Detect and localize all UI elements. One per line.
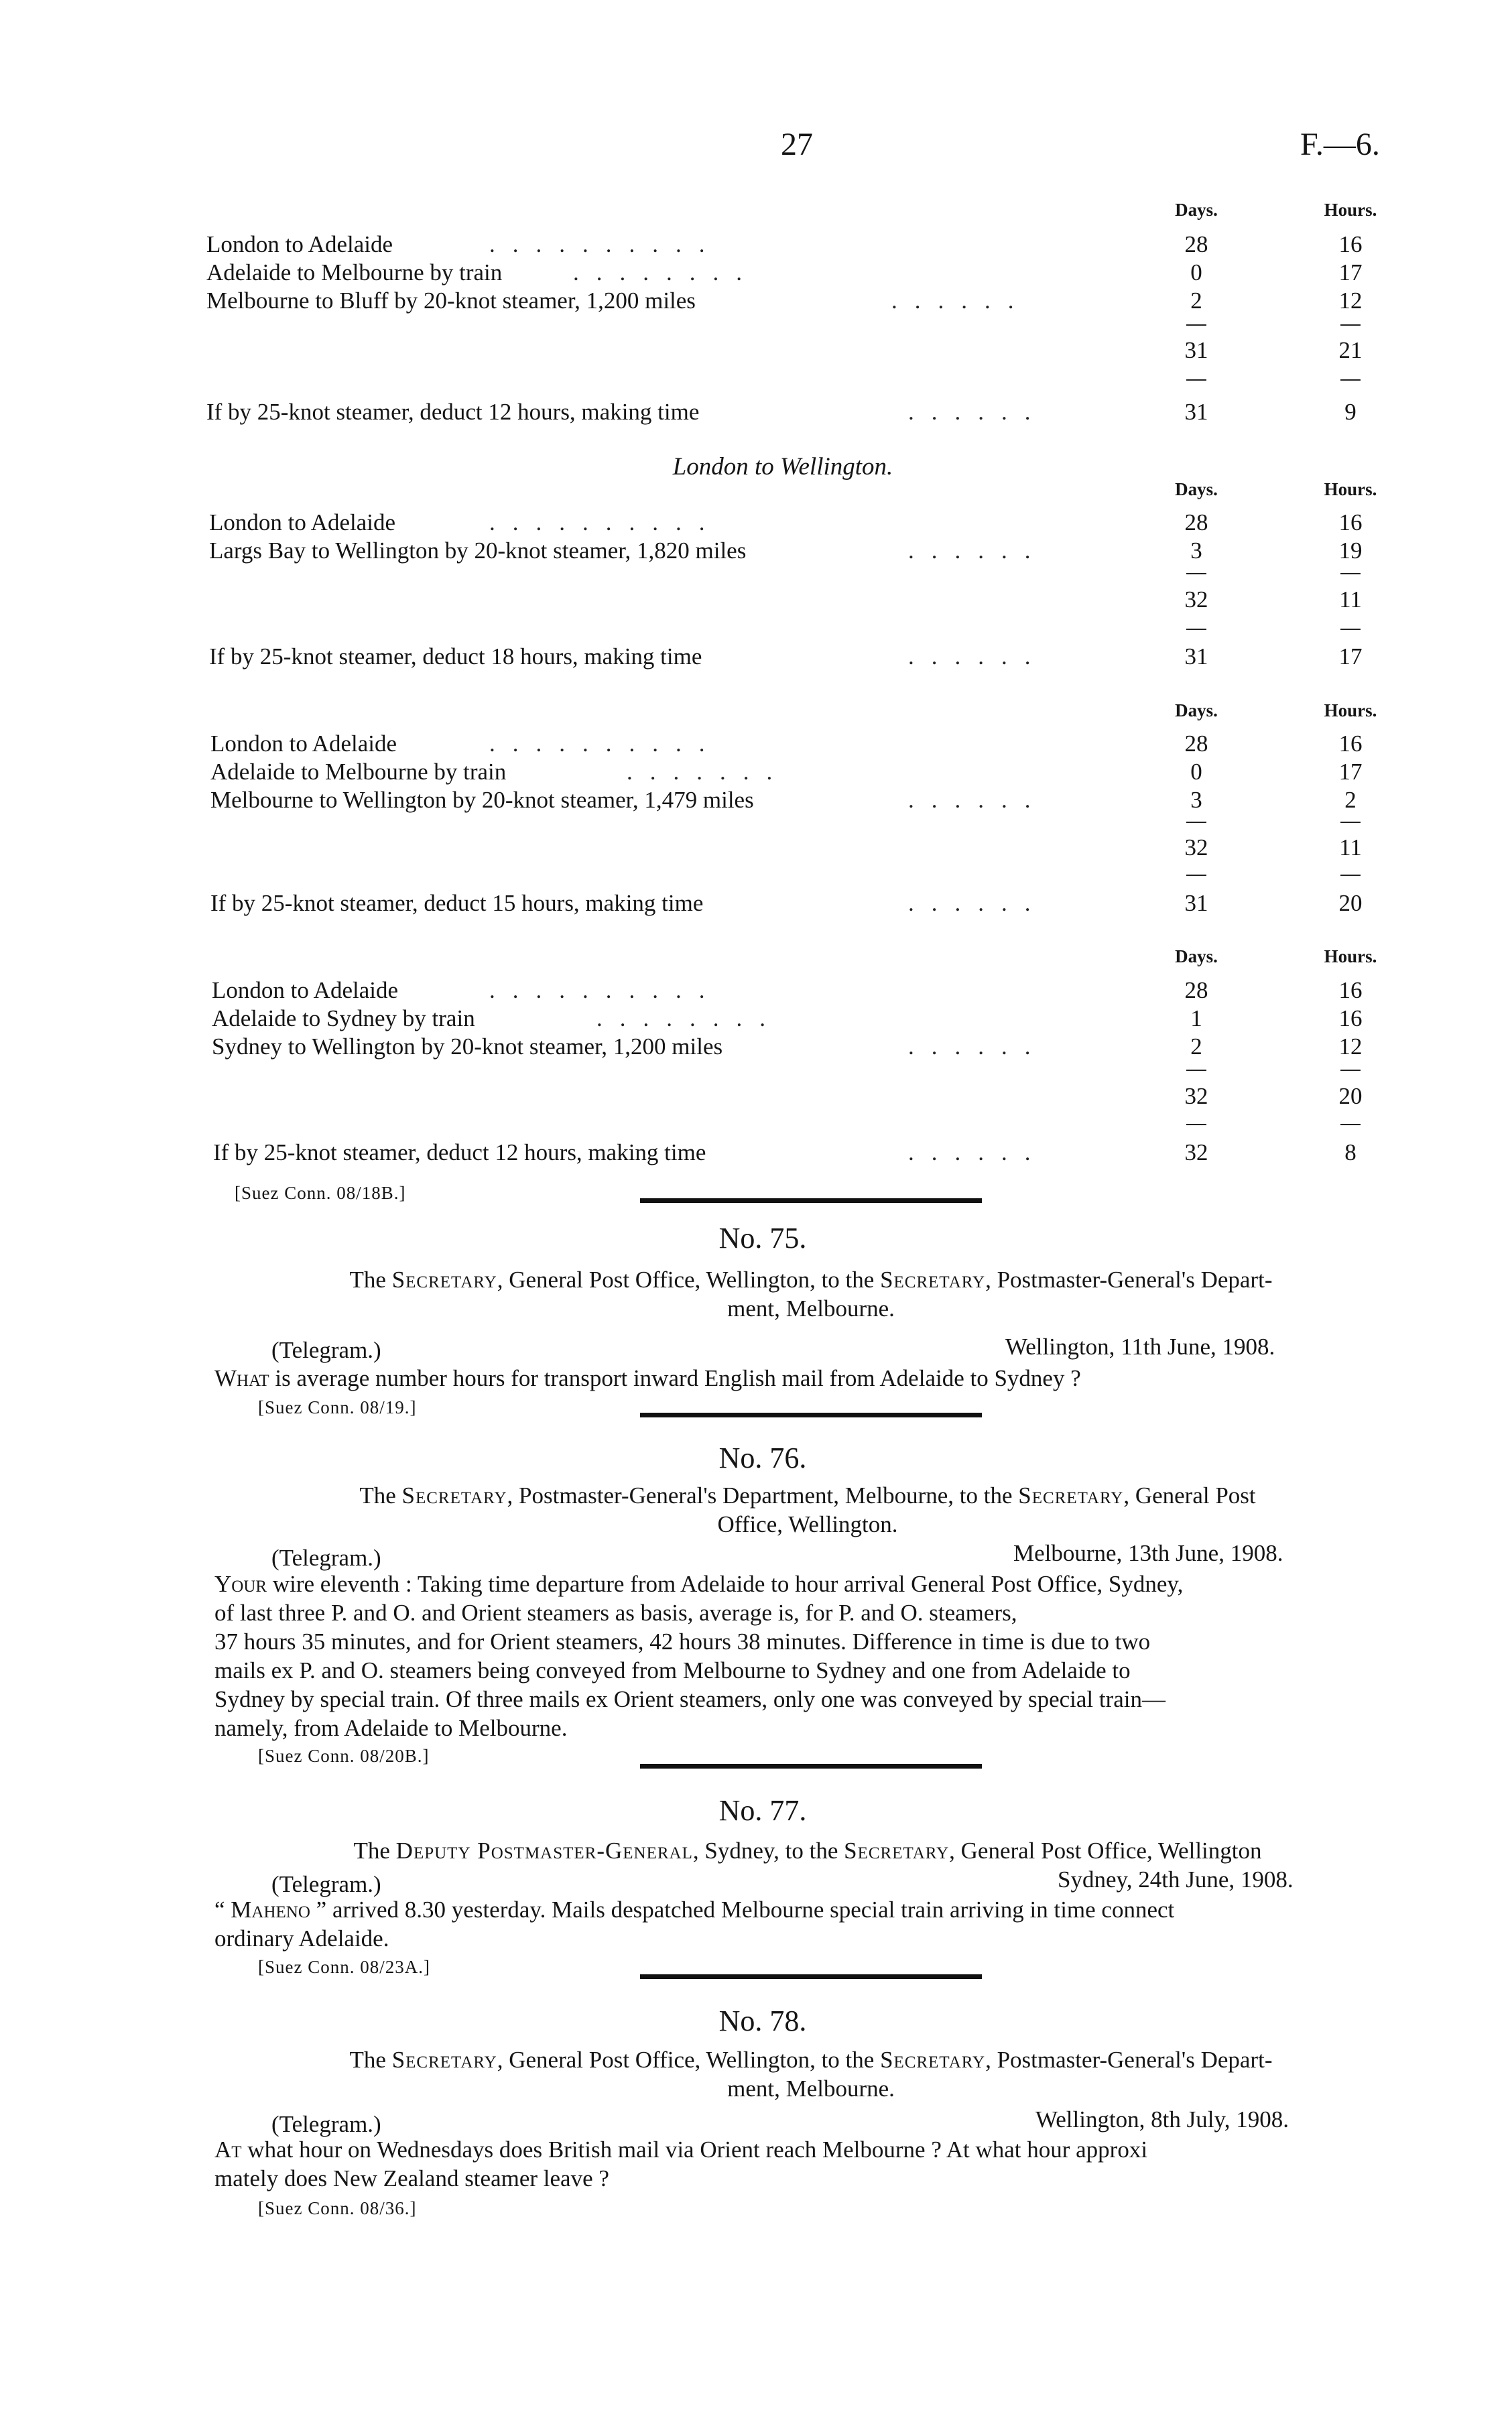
leader-dots: ...... xyxy=(908,537,1048,564)
table-row xyxy=(0,977,1512,1004)
body-line: Sydney by special train. Of three mails ex Orient steamers, only one was conveyed by special train— xyxy=(214,1686,1166,1712)
row-label: Sydney to Wellington by 20-knot steamer, 1,200 miles xyxy=(212,1033,723,1060)
row-label: London to Adelaide xyxy=(206,231,393,257)
deduction-row xyxy=(0,399,1512,426)
days-value: 1 xyxy=(1190,1005,1202,1031)
hours-value: 2 xyxy=(1344,787,1357,813)
sum-rule xyxy=(1186,875,1206,876)
sum-rule xyxy=(1340,379,1361,381)
total-hours: 11 xyxy=(1339,834,1362,861)
letter-number: No. 78. xyxy=(718,2004,807,2037)
sender-title: Secretary xyxy=(401,1482,507,1509)
row-label: London to Adelaide xyxy=(209,509,396,535)
row-label: Largs Bay to Wellington by 20-knot steamer, 1,820 miles xyxy=(209,537,747,564)
hours-value: 12 xyxy=(1338,288,1363,314)
heading-line-2: ment, Melbourne. xyxy=(727,1295,895,1322)
days-value: 31 xyxy=(1184,399,1208,425)
days-value: 32 xyxy=(1184,1139,1208,1165)
sum-rule xyxy=(1186,1070,1206,1071)
body-line: 37 hours 35 minutes, and for Orient steamers, 42 hours 38 minutes. Difference in time is due to two xyxy=(214,1629,1151,1655)
deduction-row xyxy=(0,890,1512,917)
days-value: 0 xyxy=(1190,759,1202,785)
row-label: If by 25-knot steamer, deduct 12 hours, making time xyxy=(206,399,700,425)
days-value: 31 xyxy=(1184,890,1208,916)
total-row xyxy=(0,1083,1512,1110)
total-days: 32 xyxy=(1184,1083,1208,1109)
deduction-row xyxy=(0,1139,1512,1166)
sum-rule xyxy=(1186,324,1206,326)
hours-value: 19 xyxy=(1338,537,1363,564)
table-row xyxy=(0,1005,1512,1032)
hours-value: 16 xyxy=(1338,730,1363,757)
body-line: mails ex P. and O. steamers being conveyed from Melbourne to Sydney and one from Adelaide to xyxy=(214,1657,1131,1683)
section-rule xyxy=(640,1198,982,1203)
hours-column-header: Hours. xyxy=(1324,479,1377,499)
body-lead-word: At xyxy=(214,2137,242,2163)
row-label: If by 25-knot steamer, deduct 15 hours, making time xyxy=(210,890,704,916)
leader-dots: ...... xyxy=(908,1033,1048,1060)
letter-heading: The Deputy Postmaster-General, Sydney, to the Secretary, General Post Office, Wellington xyxy=(353,1838,1262,1864)
leader-dots: ...... xyxy=(908,643,1048,670)
days-column-header: Days. xyxy=(1175,946,1218,966)
sum-rule xyxy=(1340,822,1361,823)
body-line: namely, from Adelaide to Melbourne. xyxy=(214,1715,568,1741)
days-column-header: Days. xyxy=(1175,200,1218,220)
body-line: ordinary Adelaide. xyxy=(214,1925,389,1952)
recipient-title: Secretary xyxy=(1018,1482,1124,1509)
letter-body xyxy=(214,2135,1414,2193)
days-value: 31 xyxy=(1184,643,1208,670)
sum-rule xyxy=(1186,1124,1206,1125)
table-row xyxy=(0,259,1512,286)
table-subtitle: London to Wellington. xyxy=(672,453,893,481)
total-row xyxy=(0,834,1512,861)
sum-rule xyxy=(1340,1070,1361,1071)
table-row xyxy=(0,1033,1512,1060)
table-row xyxy=(0,288,1512,314)
leader-dots: ...... xyxy=(908,787,1048,813)
section-rule xyxy=(640,1764,982,1769)
hours-value: 8 xyxy=(1344,1139,1357,1165)
section-rule xyxy=(640,1413,982,1417)
hours-column-header: Hours. xyxy=(1324,200,1377,220)
letter-number: No. 76. xyxy=(718,1442,807,1474)
letter-body xyxy=(214,1364,1421,1393)
table-row xyxy=(0,509,1512,536)
table-row xyxy=(0,759,1512,785)
heading-line-2: Office, Wellington. xyxy=(717,1511,898,1537)
hours-value: 17 xyxy=(1338,259,1363,285)
table-row xyxy=(0,537,1512,564)
sender-org: General Post Office, Wellington, to the xyxy=(509,1267,875,1293)
days-value: 3 xyxy=(1190,787,1202,813)
hours-value: 16 xyxy=(1338,231,1363,257)
hours-column-header: Hours. xyxy=(1324,946,1377,966)
body-line: wire eleventh : Taking time departure from Adelaide to hour arrival General Post Office, Sydney, xyxy=(272,1571,1184,1597)
place-date: Wellington, 8th July, 1908. xyxy=(1035,2106,1289,2132)
body-line: of last three P. and O. and Orient steamers as basis, average is, for P. and O. steamers, xyxy=(214,1600,1017,1626)
message-type: (Telegram.) xyxy=(271,2111,381,2137)
letter-heading: The Secretary, General Post Office, Wellington, to the Secretary, Postmaster-General's Depart- ment, Melbourne. xyxy=(214,2045,1407,2103)
hours-value: 16 xyxy=(1338,977,1363,1003)
sender-org: General Post Office, Wellington, to the xyxy=(509,2047,875,2073)
sum-rule xyxy=(1340,324,1361,326)
letter-heading: The Secretary, General Post Office, Wellington, to the Secretary, Postmaster-General's Depart- ment, Melbourne. xyxy=(214,1265,1407,1323)
total-days: 31 xyxy=(1184,337,1208,363)
leader-dots: .......... xyxy=(489,730,722,757)
days-value: 2 xyxy=(1190,288,1202,314)
sum-rule xyxy=(1186,573,1206,574)
sum-rule xyxy=(1340,629,1361,630)
sum-rule xyxy=(1340,1124,1361,1125)
heading-line-2: ment, Melbourne. xyxy=(727,2076,895,2102)
sender-org: Postmaster-General's Department, Melbourne, to the xyxy=(519,1482,1013,1509)
page-number: 27 xyxy=(781,127,813,162)
sum-rule xyxy=(1186,379,1206,381)
place-date: Sydney, 24th June, 1908. xyxy=(1058,1866,1294,1893)
days-value: 28 xyxy=(1184,730,1208,757)
leader-dots: ...... xyxy=(891,288,1031,314)
days-value: 28 xyxy=(1184,231,1208,257)
days-value: 3 xyxy=(1190,537,1202,564)
body-line: mately does New Zealand steamer leave ? xyxy=(214,2165,609,2191)
hours-value: 9 xyxy=(1344,399,1357,425)
leader-dots: ....... xyxy=(627,759,790,785)
deduction-row xyxy=(0,643,1512,670)
sender-title: Secretary xyxy=(391,1267,497,1293)
recipient-org: General Post xyxy=(1135,1482,1256,1509)
days-value: 2 xyxy=(1190,1033,1202,1060)
hours-value: 16 xyxy=(1338,509,1363,535)
row-label: If by 25-knot steamer, deduct 18 hours, making time xyxy=(209,643,702,670)
reference-note: [Suez Conn. 08/23A.] xyxy=(258,1957,430,1977)
hours-value: 16 xyxy=(1338,1005,1363,1031)
sum-rule xyxy=(1186,822,1206,823)
leader-dots: ...... xyxy=(908,890,1048,916)
sum-rule xyxy=(1340,573,1361,574)
reference-note: [Suez Conn. 08/19.] xyxy=(258,1397,417,1417)
reference-note: [Suez Conn. 08/36.] xyxy=(258,2198,417,2218)
place-date: Wellington, 11th June, 1908. xyxy=(1005,1334,1275,1360)
leader-dots: ...... xyxy=(908,1139,1048,1165)
row-label: London to Adelaide xyxy=(210,730,397,757)
sum-rule xyxy=(1186,629,1206,630)
table-row xyxy=(0,730,1512,757)
table-row xyxy=(0,231,1512,258)
row-label: Melbourne to Wellington by 20-knot steamer, 1,479 miles xyxy=(210,787,754,813)
recipient-org: General Post Office, Wellington xyxy=(960,1838,1262,1864)
body-lead-word: “ Maheno ” xyxy=(214,1897,327,1923)
hours-value: 17 xyxy=(1338,643,1363,670)
letter-heading: The Secretary, Postmaster-General's Department, Melbourne, to the Secretary, General Post Office, Wellington. xyxy=(214,1481,1401,1539)
total-hours: 11 xyxy=(1339,586,1362,613)
recipient-title: Secretary xyxy=(844,1838,950,1864)
sender-org: Sydney, to the xyxy=(704,1838,838,1864)
message-type: (Telegram.) xyxy=(271,1871,381,1897)
letter-number: No. 77. xyxy=(718,1794,807,1827)
row-label: If by 25-knot steamer, deduct 12 hours, making time xyxy=(213,1139,706,1165)
recipient-org: Postmaster-General's Depart- xyxy=(997,2047,1273,2073)
leader-dots: ........ xyxy=(573,259,759,285)
total-row xyxy=(0,586,1512,613)
section-rule xyxy=(640,1974,982,1979)
days-value: 28 xyxy=(1184,509,1208,535)
row-label: Adelaide to Melbourne by train xyxy=(210,759,507,785)
hours-value: 20 xyxy=(1338,890,1363,916)
table-row xyxy=(0,787,1512,814)
leader-dots: .......... xyxy=(489,977,722,1003)
letter-body xyxy=(214,1895,1407,1953)
reference-note: [Suez Conn. 08/20B.] xyxy=(258,1746,430,1766)
total-row xyxy=(0,337,1512,364)
letter-body xyxy=(214,1570,1401,1742)
row-label: Melbourne to Bluff by 20-knot steamer, 1,200 miles xyxy=(206,288,696,314)
body-line: arrived 8.30 yesterday. Mails despatched Melbourne special train arriving in time connect xyxy=(332,1897,1175,1923)
sum-rule xyxy=(1340,875,1361,876)
days-value: 0 xyxy=(1190,259,1202,285)
total-hours: 20 xyxy=(1338,1083,1363,1109)
hours-column-header: Hours. xyxy=(1324,700,1377,720)
row-label: Adelaide to Sydney by train xyxy=(212,1005,475,1031)
message-type: (Telegram.) xyxy=(271,1337,381,1363)
body-text: is average number hours for transport inward English mail from Adelaide to Sydney ? xyxy=(275,1365,1081,1391)
days-column-header: Days. xyxy=(1175,479,1218,499)
sender-title: Secretary xyxy=(391,2047,497,2073)
leader-dots: ........ xyxy=(596,1005,783,1031)
leader-dots: .......... xyxy=(489,509,722,535)
document-code: F.—6. xyxy=(1300,127,1380,162)
recipient-org: Postmaster-General's Depart- xyxy=(997,1267,1273,1293)
sender-title: Deputy Postmaster-General xyxy=(395,1838,693,1864)
total-days: 32 xyxy=(1184,834,1208,861)
body-lead-word: What xyxy=(214,1365,269,1391)
letter-number: No. 75. xyxy=(718,1222,807,1255)
recipient-title: Secretary xyxy=(880,2047,986,2073)
leader-dots: .......... xyxy=(489,231,722,257)
recipient-title: Secretary xyxy=(880,1267,986,1293)
leader-dots: ...... xyxy=(908,399,1048,425)
total-days: 32 xyxy=(1184,586,1208,613)
total-hours: 21 xyxy=(1338,337,1363,363)
row-label: Adelaide to Melbourne by train xyxy=(206,259,503,285)
row-label: London to Adelaide xyxy=(212,977,399,1003)
body-lead-word: Your xyxy=(214,1571,267,1597)
reference-note: [Suez Conn. 08/18B.] xyxy=(235,1183,406,1203)
hours-value: 17 xyxy=(1338,759,1363,785)
place-date: Melbourne, 13th June, 1908. xyxy=(1013,1540,1283,1566)
message-type: (Telegram.) xyxy=(271,1545,381,1571)
days-column-header: Days. xyxy=(1175,700,1218,720)
body-line: what hour on Wednesdays does British mail via Orient reach Melbourne ? At what hour approxi xyxy=(247,2137,1148,2163)
hours-value: 12 xyxy=(1338,1033,1363,1060)
days-value: 28 xyxy=(1184,977,1208,1003)
